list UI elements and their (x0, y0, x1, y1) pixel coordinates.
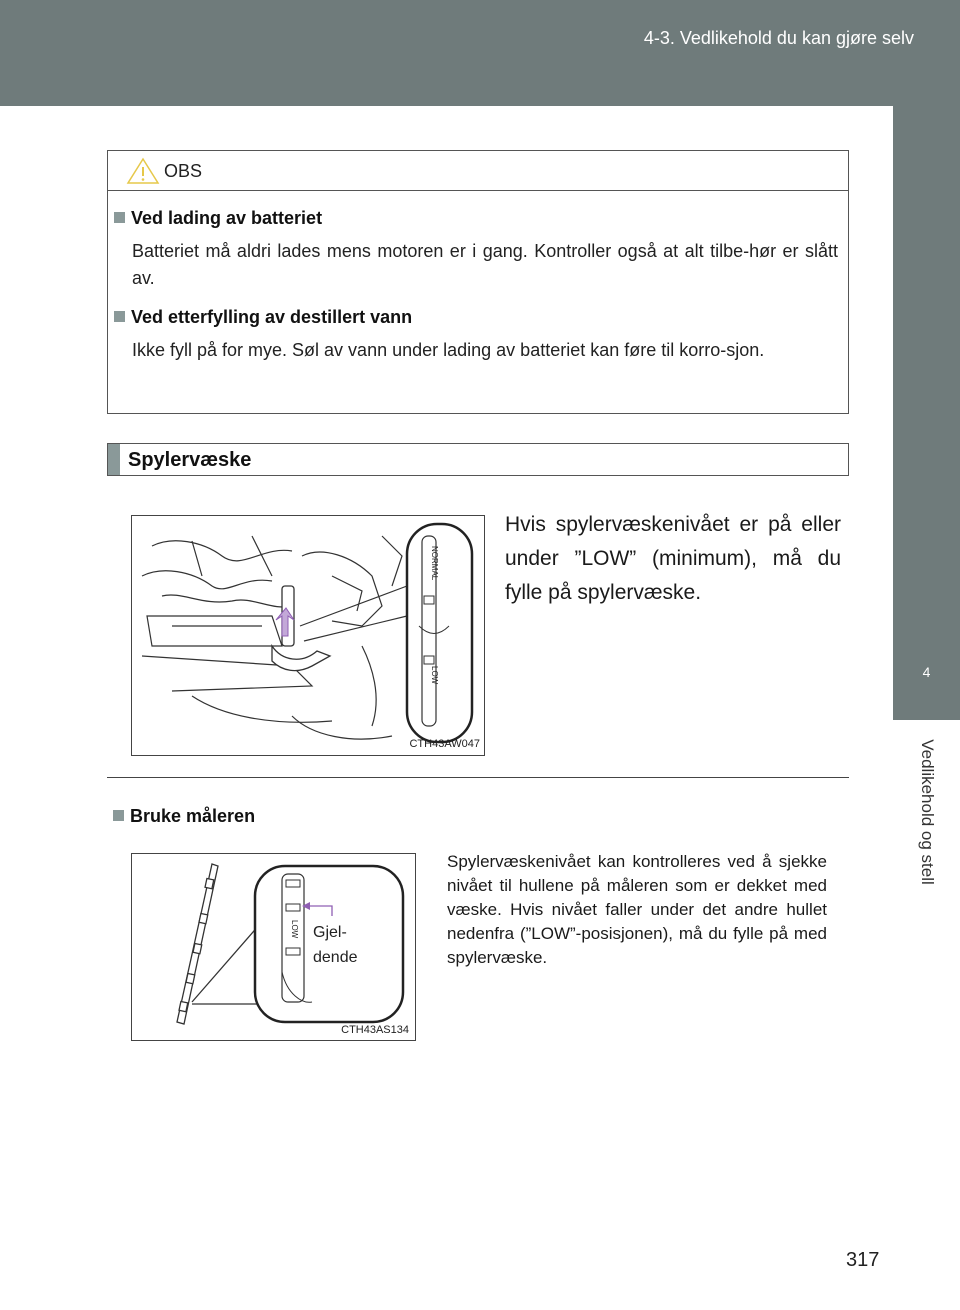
figure-code: CTH43AW047 (409, 738, 480, 750)
caution-title: OBS (164, 161, 203, 181)
gauge-normal-label: NORMAL (430, 546, 439, 581)
subsection-paragraph: Spylervæskenivået kan kontrolleres ved å sjekke nivået til hullene på måleren som er dekket med væske. Hvis nivået faller under det andre hullet nedenfra (”LOW”-posisjonen), må du fylle på med spylervæske. (447, 852, 827, 967)
callout-label: Gjel- dende (313, 924, 358, 966)
bullet-square-icon (114, 311, 125, 322)
bullet-square-icon (114, 212, 125, 223)
chapter-number: 4 (893, 624, 960, 720)
intro-paragraph: Hvis spylervæskenivået er på eller under ”LOW” (minimum), må du fylle på spylervæske. (505, 513, 841, 604)
gauge-low-label: LOW (290, 920, 299, 939)
dipstick-illustration (131, 853, 416, 1041)
caution-item-text: Batteriet må aldri lades mens motoren er i gang. Kontroller også at alt tilbe-hør er slått av. (132, 241, 838, 288)
bullet-square-icon (113, 810, 124, 821)
warning-triangle-icon (126, 157, 160, 190)
subsection-heading: Bruke måleren (113, 806, 255, 827)
dipstick-drawing (132, 854, 416, 1041)
chapter-label-container (893, 722, 960, 902)
section-title: Spylervæske (128, 449, 252, 471)
section-stripe (108, 444, 120, 475)
caution-item-heading: Ved etterfylling av destillert vann (114, 307, 412, 328)
figure-code: CTH43AS134 (341, 1024, 409, 1036)
header-title: 4-3. Vedlikehold du kan gjøre selv (643, 28, 914, 48)
page-header (0, 0, 960, 106)
engine-bay-drawing (132, 516, 485, 756)
caution-header (108, 151, 848, 191)
chapter-label: Vedlikehold og stell (917, 739, 937, 885)
page-number: 317 (846, 1249, 880, 1271)
caution-box (107, 150, 849, 414)
gauge-low-label: LOW (430, 666, 439, 685)
section-divider (107, 777, 849, 778)
caution-item-text: Ikke fyll på for mye. Søl av vann under lading av batteriet kan føre til korro-sjon. (132, 340, 765, 360)
side-tab (893, 106, 960, 624)
engine-bay-illustration (131, 515, 485, 756)
section-header (107, 443, 849, 476)
caution-item-heading: Ved lading av batteriet (114, 208, 322, 229)
